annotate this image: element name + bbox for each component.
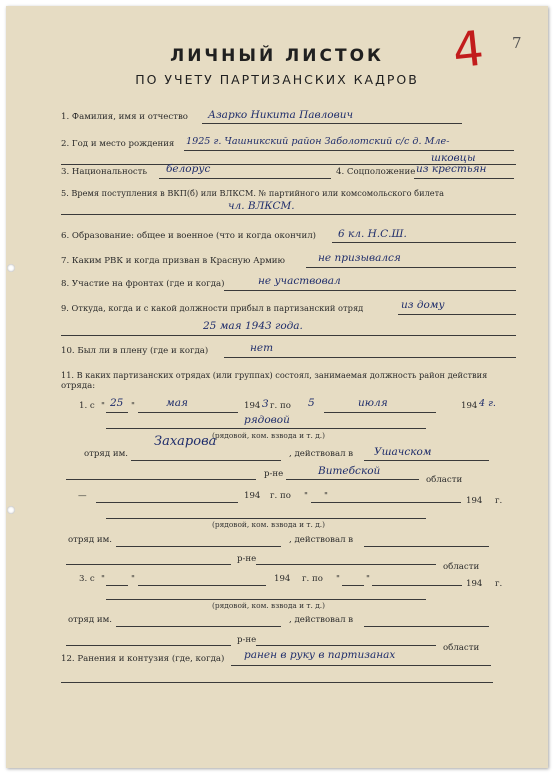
entry-2-year-suffix: г.	[495, 496, 503, 506]
entry-3-month2-line	[372, 585, 462, 586]
field-10-line	[224, 357, 516, 358]
entry-3-otryad-label: отряд им.	[68, 615, 113, 625]
entry-1-year: 3	[262, 398, 269, 410]
entry-2-oblasti-label: области	[443, 562, 480, 572]
field-9-label: 9. Откуда, когда и с какой должности прибыл в партизанский отряд	[61, 303, 364, 313]
entry-3-month-line	[138, 585, 266, 586]
field-10-label: 10. Был ли в плену (где и когда)	[61, 346, 209, 356]
entry-2-year-prefix: 194	[244, 491, 261, 501]
field-12-line	[231, 665, 491, 666]
field-9-line	[398, 314, 516, 315]
field-2-value-line2: шковцы	[431, 152, 476, 164]
entry-1-month-line	[138, 412, 238, 413]
entry-1-position-line	[106, 428, 426, 429]
entry-3-quote3: "	[336, 574, 340, 584]
entry-1-year2-prefix: 194	[461, 401, 478, 411]
entry-3-day2-line	[342, 585, 364, 586]
punch-hole	[7, 506, 15, 514]
entry-1-place-line	[364, 460, 489, 461]
entry-2-deistvoval-label: , действовал в	[289, 535, 354, 545]
entry-3-position-hint: (рядовой, ком. взвода и т. д.)	[212, 601, 325, 610]
entry-3-quote2: "	[131, 574, 135, 584]
field-5-line	[61, 214, 516, 215]
entry-1-quote: "	[101, 401, 105, 411]
field-9-line-2	[61, 335, 516, 336]
entry-2-rayon-line-b	[256, 564, 436, 565]
entry-2-otryad-label: отряд им.	[68, 535, 113, 545]
field-8-line	[224, 290, 516, 291]
entry-3-quote: "	[101, 574, 105, 584]
field-6-label: 6. Образование: общее и военное (что и когда окончил)	[61, 231, 317, 241]
entry-2-start-line	[96, 502, 238, 503]
document-sheet	[6, 6, 548, 768]
field-11-label: 11. В каких партизанских отрядах (или группах) состоял, занимаемая должность район действия	[61, 370, 488, 380]
field-5-label: 5. Время поступления в ВКП(б) или ВЛКСМ. № партийного или комсомольского билета	[61, 188, 445, 198]
entry-3-rayon-line	[66, 645, 231, 646]
field-3-label: 3. Национальность	[61, 167, 148, 177]
entry-1-num: 1. с	[79, 401, 95, 411]
entry-1-day-line	[106, 412, 128, 413]
registration-number-mark: 4	[450, 20, 487, 80]
entry-2-end-line	[311, 502, 461, 503]
field-4-label: 4. Соцположение	[336, 167, 416, 177]
field-12-label: 12. Ранения и контузия (где, когда)	[61, 654, 225, 664]
entry-3-day-line	[106, 585, 128, 586]
entry-1-otryad: Захарова	[154, 434, 217, 449]
field-8-label: 8. Участие на фронтах (где и когда)	[61, 279, 225, 289]
document-title: ЛИЧНЫЙ ЛИСТОК	[170, 46, 384, 66]
field-1-line	[202, 123, 462, 124]
field-3-line	[159, 178, 331, 179]
field-6-line	[332, 242, 516, 243]
entry-1-month-end: июля	[358, 397, 388, 409]
document-subtitle: ПО УЧЕТУ ПАРТИЗАНСКИХ КАДРОВ	[135, 72, 419, 87]
field-9-value-line2: 25 мая 1943 года.	[203, 320, 303, 332]
field-4-value: из крестьян	[416, 163, 487, 175]
entry-3-year-prefix: 194	[274, 574, 291, 584]
entry-1-rayon: Витебской	[318, 465, 381, 477]
entry-3-oblasti-label: области	[443, 643, 480, 653]
entry-1-day: 25	[110, 397, 124, 409]
field-10-value: нет	[250, 342, 274, 354]
entry-1-month: мая	[166, 397, 188, 409]
entry-1-oblasti-label: области	[426, 475, 463, 485]
entry-1-quote2: "	[131, 401, 135, 411]
entry-2-quote: "	[304, 491, 308, 501]
entry-1-position-hint: (рядовой, ком. взвода и т. д.)	[212, 431, 325, 440]
entry-2-quote2: "	[324, 491, 328, 501]
field-1-label: 1. Фамилия, имя и отчество	[61, 112, 188, 122]
entry-2-position-hint: (рядовой, ком. взвода и т. д.)	[212, 520, 325, 529]
entry-3-quote4: "	[366, 574, 370, 584]
entry-1-year2-end: 4 г.	[479, 398, 496, 409]
field-12-value: ранен в руку в партизанах	[244, 649, 396, 661]
field-3-value: белорус	[166, 163, 211, 175]
entry-3-otryad-line	[116, 626, 281, 627]
entry-3-deistvoval-label: , действовал в	[289, 615, 354, 625]
field-5-value: чл. ВЛКСМ.	[228, 200, 295, 212]
entry-3-rayon-line-b	[256, 645, 436, 646]
entry-3-po: г. по	[302, 574, 323, 584]
punch-hole	[7, 264, 15, 272]
field-2-value-line1: 1925 г. Чашникский район Заболотский с/с д. Мле-	[186, 136, 450, 147]
entry-1-rayon-line-a	[66, 479, 256, 480]
entry-2-po: г. по	[270, 491, 291, 501]
entry-3-position-line	[106, 599, 426, 600]
entry-3-year2-prefix: 194	[466, 579, 483, 589]
entry-3-place-line	[364, 626, 489, 627]
entry-2-num: —	[78, 491, 87, 501]
entry-1-rayon-line-b	[286, 479, 419, 480]
field-7-value: не призывался	[318, 252, 401, 264]
entry-3-year-suffix: г.	[495, 579, 503, 589]
field-2-line	[184, 150, 514, 151]
entry-1-otryad-label: отряд им.	[84, 449, 129, 459]
field-7-line	[306, 267, 516, 268]
entry-1-deistvoval-label: , действовал в	[289, 449, 354, 459]
field-1-value: Азарко Никита Павлович	[208, 109, 354, 121]
entry-2-year2-prefix: 194	[466, 496, 483, 506]
entry-1-otryad-line	[131, 460, 281, 461]
field-12-line-2	[61, 682, 493, 683]
page-number: 7	[512, 34, 522, 52]
entry-1-year-prefix: 194	[244, 401, 261, 411]
entry-2-place-line	[364, 546, 489, 547]
entry-2-position-line	[106, 518, 426, 519]
field-4-line	[414, 178, 514, 179]
entry-1-day-end: 5	[308, 397, 315, 409]
entry-3-rne-label: р-не	[237, 635, 257, 645]
field-9-value-line1: из дому	[401, 299, 445, 311]
field-6-value: 6 кл. Н.С.Ш.	[338, 228, 407, 240]
field-11-label-cont: отряда:	[61, 381, 96, 391]
entry-2-otryad-line	[116, 546, 281, 547]
field-2-label: 2. Год и место рождения	[61, 139, 175, 149]
entry-1-place: Ушачском	[374, 446, 432, 458]
entry-1-po: г. по	[270, 401, 291, 411]
entry-1-month2-line	[324, 412, 436, 413]
entry-2-rayon-line	[66, 564, 231, 565]
entry-1-position: рядовой	[244, 414, 290, 426]
entry-2-rne-label: р-не	[237, 554, 257, 564]
field-8-value: не участвовал	[258, 275, 341, 287]
entry-1-rne-label: р-не	[264, 469, 284, 479]
field-7-label: 7. Каким РВК и когда призван в Красную Армию	[61, 256, 285, 266]
entry-3-num: 3. с	[79, 574, 95, 584]
